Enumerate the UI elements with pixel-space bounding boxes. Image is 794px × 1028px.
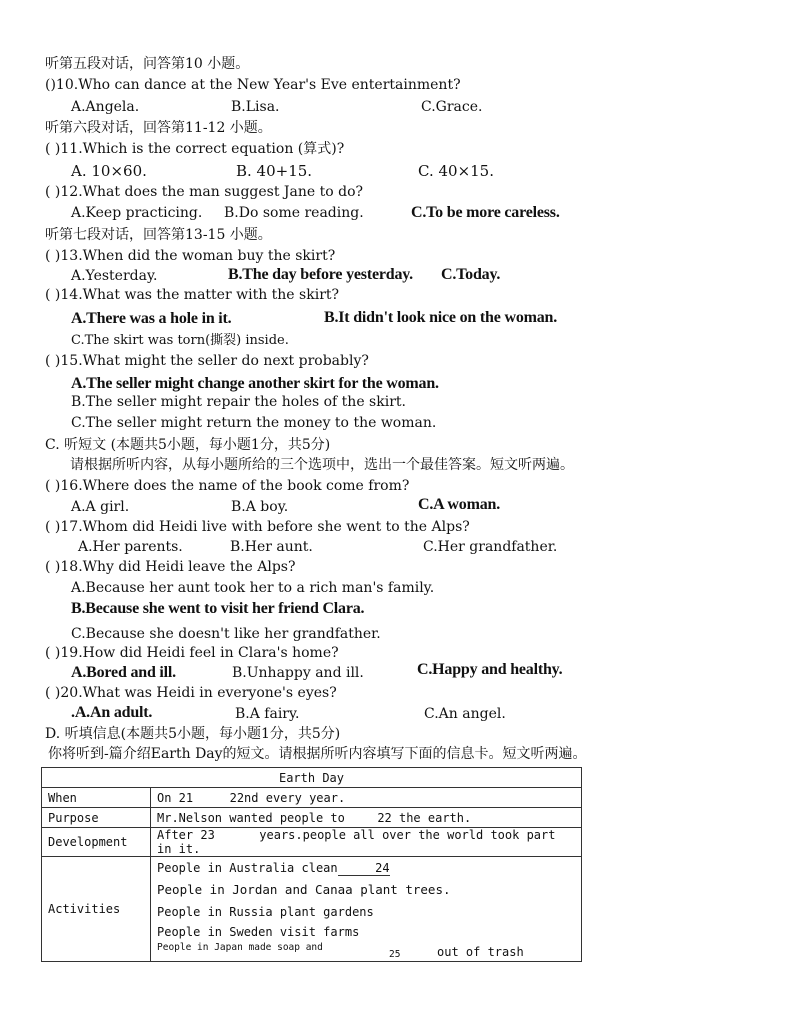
- q14-option-a: A.There was a hole in it.: [71, 310, 232, 327]
- earth-day-info-card: [41, 767, 582, 962]
- blank-24: 24: [338, 861, 390, 876]
- card-purpose-value: [151, 808, 582, 828]
- section-p6-heading: 听第六段对话，回答第11-12 小题。: [45, 120, 272, 136]
- section-d-heading: D. 听填信息(本题共5小题，每小题1分，共5分): [45, 726, 341, 742]
- section-c-heading: C. 听短文 (本题共5小题，每小题1分，共5分): [45, 437, 331, 453]
- q18-stem: ( )18.Why did Heidi leave the Alps?: [45, 559, 296, 575]
- card-dev-a: After 23: [157, 828, 215, 842]
- q16-stem: ( )16.Where does the name of the book come from?: [45, 478, 410, 494]
- q13-option-a: A.Yesterday.: [71, 268, 158, 284]
- q14-stem: ( )14.What was the matter with the skirt?: [45, 287, 340, 303]
- q17-option-b: B.Her aunt.: [230, 539, 313, 555]
- q16-option-c: C.A woman.: [418, 496, 501, 513]
- blank-25: 25: [389, 949, 401, 960]
- q19-option-c: C.Happy and healthy.: [417, 661, 563, 678]
- section-p5-heading: 听第五段对话，问答第10 小题。: [45, 56, 250, 72]
- q20-option-b: B.A fairy.: [235, 706, 300, 722]
- q16-option-b: B.A boy.: [231, 499, 289, 515]
- q16-option-a: A.A girl.: [71, 499, 130, 515]
- q15-stem: ( )15.What might the seller do next probably?: [45, 353, 369, 369]
- card-when-value: [151, 788, 582, 808]
- q11-option-b: B. 40+15.: [236, 162, 313, 180]
- q14-option-c: C.The skirt was torn(撕裂) inside.: [71, 333, 289, 348]
- card-activities-label: Activities: [42, 857, 151, 962]
- section-p7-heading: 听第七段对话，回答第13-15 小题。: [45, 227, 272, 243]
- q20-stem: ( )20.What was Heidi in everyone's eyes?: [45, 685, 337, 701]
- q13-stem: ( )13.When did the woman buy the skirt?: [45, 248, 336, 264]
- activity-japan-text-end: out of trash: [437, 945, 524, 959]
- q20-option-a: .A.An adult.: [71, 704, 153, 721]
- card-when-a: On 21: [157, 790, 194, 805]
- activity-japan: [157, 942, 575, 960]
- q17-option-c: C.Her grandfather.: [423, 539, 558, 555]
- q18-option-c: C.Because she doesn't like her grandfather.: [71, 626, 381, 642]
- card-dev-b: years.people all over the world took part in it.: [157, 828, 556, 856]
- q12-option-a: A.Keep practicing.: [71, 205, 203, 221]
- q11-option-a: A. 10×60.: [71, 162, 147, 180]
- q18-option-b: B.Because she went to visit her friend Clara.: [71, 600, 365, 617]
- q20-option-c: C.An angel.: [424, 706, 506, 722]
- q19-stem: ( )19.How did Heidi feel in Clara's home?: [45, 645, 339, 661]
- q19-option-b: B.Unhappy and ill.: [232, 665, 364, 681]
- q14-option-b: B.It didn't look nice on the woman.: [324, 309, 558, 326]
- activity-sweden: People in Sweden visit farms: [157, 925, 360, 939]
- q12-option-b: B.Do some reading.: [224, 205, 364, 221]
- q10-option-b: B.Lisa.: [231, 99, 280, 115]
- q12-option-c: C.To be more careless.: [411, 204, 560, 221]
- activity-russia: People in Russia plant gardens: [157, 905, 374, 919]
- q10-stem: ()10.Who can dance at the New Year's Eve entertainment?: [45, 77, 461, 93]
- q13-option-b: B.The day before yesterday.: [228, 266, 413, 283]
- card-when-label: When: [42, 788, 151, 808]
- q12-stem: ( )12.What does the man suggest Jane to do?: [45, 184, 364, 200]
- q10-option-a: A.Angela.: [71, 99, 140, 115]
- section-d-instructions: 你将听到-篇介绍Earth Day的短文。请根据所听内容填写下面的信息卡。短文听两遍。: [48, 746, 587, 762]
- q15-option-b: B.The seller might repair the holes of the skirt.: [71, 394, 406, 410]
- q20-option-a-text: A.An adult.: [74, 704, 153, 721]
- q11-option-c: C. 40×15.: [418, 162, 494, 180]
- q15-option-a: A.The seller might change another skirt for the woman.: [71, 375, 439, 392]
- q19-option-a: A.Bored and ill.: [71, 664, 176, 681]
- card-purpose-b: 22 the earth.: [377, 810, 472, 825]
- q15-option-c: C.The seller might return the money to the woman.: [71, 415, 437, 431]
- q11-stem: ( )11.Which is the correct equation (算式)?: [45, 141, 345, 157]
- activity-japan-text: People in Japan made soap and: [157, 942, 323, 953]
- card-purpose-label: Purpose: [42, 808, 151, 828]
- card-development-value: [151, 828, 582, 857]
- activity-australia: [157, 858, 575, 878]
- activity-jordan: People in Jordan and Canaa plant trees.: [157, 882, 451, 897]
- q17-stem: ( )17.Whom did Heidi live with before she went to the Alps?: [45, 519, 470, 535]
- card-title: Earth Day: [42, 768, 582, 788]
- card-development-label: Development: [42, 828, 151, 857]
- card-activities-value: [151, 857, 582, 962]
- q18-option-a: A.Because her aunt took her to a rich man's family.: [71, 580, 435, 596]
- activity-australia-text: People in Australia clean: [157, 861, 338, 875]
- q17-option-a: A.Her parents.: [78, 539, 183, 555]
- q13-option-c: C.Today.: [441, 266, 501, 283]
- card-when-b: 22nd every year.: [229, 790, 346, 805]
- card-purpose-a: Mr.Nelson wanted people to: [157, 810, 345, 825]
- q10-option-c: C.Grace.: [421, 99, 483, 115]
- section-c-instructions: 请根据所听内容，从每小题所给的三个选项中，选出一个最佳答案。短文听两遍。: [70, 457, 574, 473]
